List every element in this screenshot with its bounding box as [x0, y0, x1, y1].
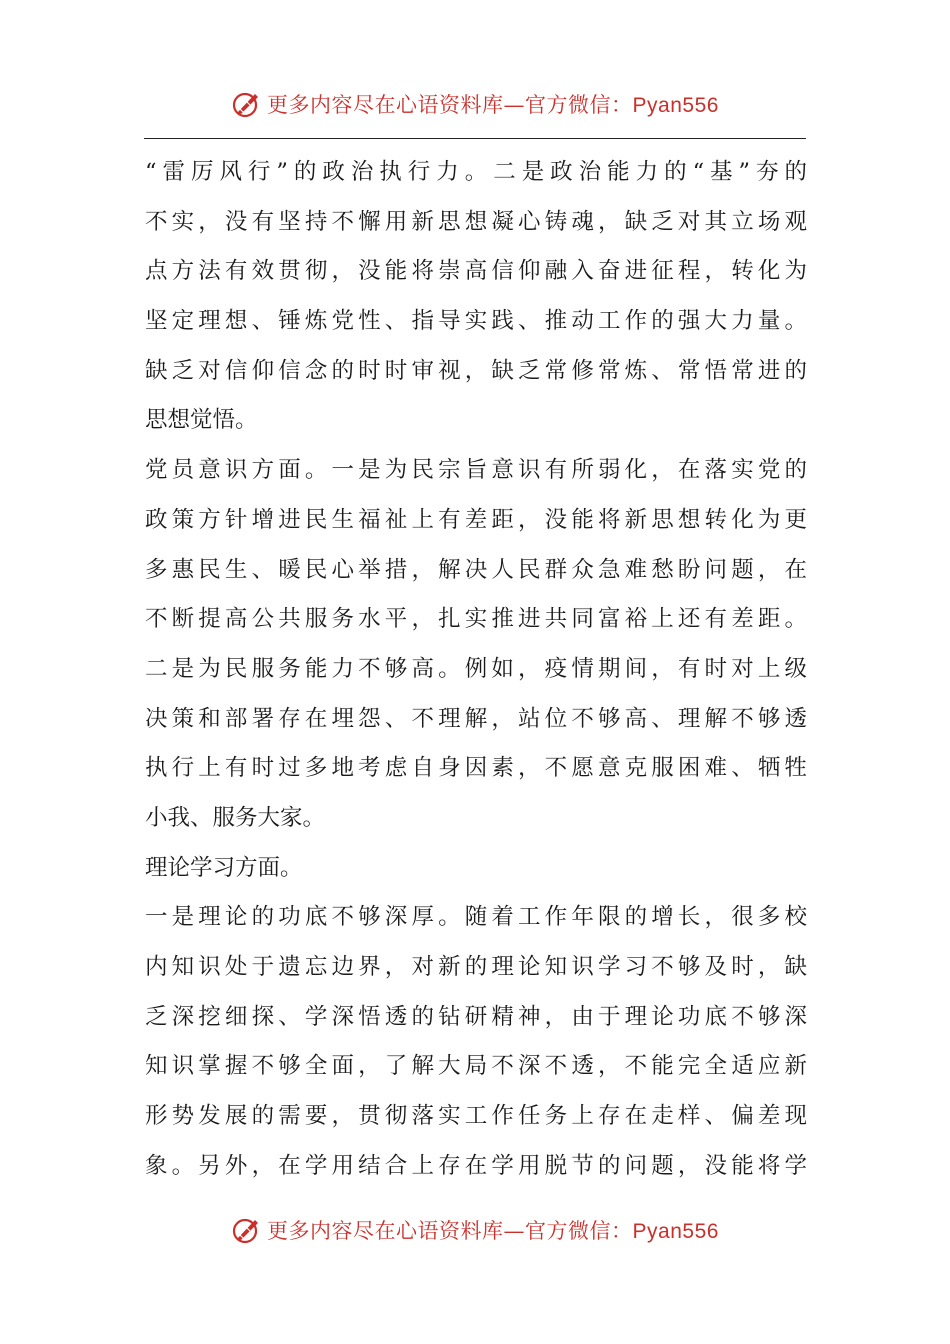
header-banner-wechat-id: Pyan556: [632, 94, 719, 117]
footer-banner: [0, 1210, 950, 1250]
quill-logo-icon: [231, 1215, 261, 1245]
header-banner-text: [267, 89, 719, 119]
footer-banner-wechat-label: 官方微信：: [525, 1219, 633, 1243]
footer-banner-dash: —: [503, 1219, 526, 1243]
text-line: 执行上有时过多地考虑自身因素，不愿意克服困难、牺牲: [145, 755, 807, 782]
footer-banner-main: 更多内容尽在心语资料库: [267, 1219, 504, 1243]
text-line: 坚定理想、锤炼党性、指导实践、推动工作的强大力量。: [145, 308, 807, 335]
footer-banner-wechat-id: Pyan556: [632, 1220, 719, 1243]
header-banner-main: 更多内容尽在心语资料库: [267, 93, 504, 117]
text-line: 思想觉悟。: [145, 407, 258, 434]
text-line: 知识掌握不够全面，了解大局不深不透，不能完全适应新: [145, 1053, 807, 1080]
text-line: 点方法有效贯彻，没能将崇高信仰融入奋进征程，转化为: [145, 258, 807, 285]
header-banner-dash: —: [503, 93, 526, 117]
text-line: 决策和部署存在埋怨、不理解，站位不够高、理解不够透: [145, 705, 807, 732]
quill-logo-icon: [231, 89, 261, 119]
text-line: 理论学习方面。: [145, 854, 303, 881]
text-line: 不断提高公共服务水平，扎实推进共同富裕上还有差距。: [145, 606, 807, 633]
text-line: “雷厉风行”的政治执行力。二是政治能力的“基”夯的: [145, 159, 807, 185]
header-banner-wechat-label: 官方微信：: [525, 93, 633, 117]
text-line: 乏深挖细探、学深悟透的钻研精神，由于理论功底不够深: [145, 1003, 807, 1030]
text-line: 缺乏对信仰信念的时时审视，缺乏常修常炼、常悟常进的: [145, 357, 807, 384]
text-line: 党员意识方面。一是为民宗旨意识有所弱化，在落实党的: [145, 457, 807, 484]
text-line: 多惠民生、暖民心举措，解决人民群众急难愁盼问题，在: [145, 556, 807, 583]
text-line: 象。另外，在学用结合上存在学用脱节的问题，没能将学: [145, 1152, 807, 1179]
text-line: 内知识处于遗忘边界，对新的理论知识学习不够及时，缺: [145, 954, 807, 980]
text-line: 一是理论的功底不够深厚。随着工作年限的增长，很多校: [145, 904, 807, 931]
text-line: 不实，没有坚持不懈用新思想凝心铸魂，缺乏对其立场观: [145, 208, 807, 235]
header-banner: [0, 84, 950, 124]
text-line: 小我、服务大家。: [145, 804, 326, 831]
text-line: 政策方针增进民生福祉上有差距，没能将新思想转化为更: [145, 506, 807, 533]
text-line: 形势发展的需要，贯彻落实工作任务上存在走样、偏差现: [145, 1103, 807, 1130]
document-body: [145, 148, 807, 1191]
header-rule: [144, 138, 806, 139]
footer-banner-text: [267, 1215, 719, 1245]
text-line: 二是为民服务能力不够高。例如，疫情期间，有时对上级: [145, 655, 807, 682]
